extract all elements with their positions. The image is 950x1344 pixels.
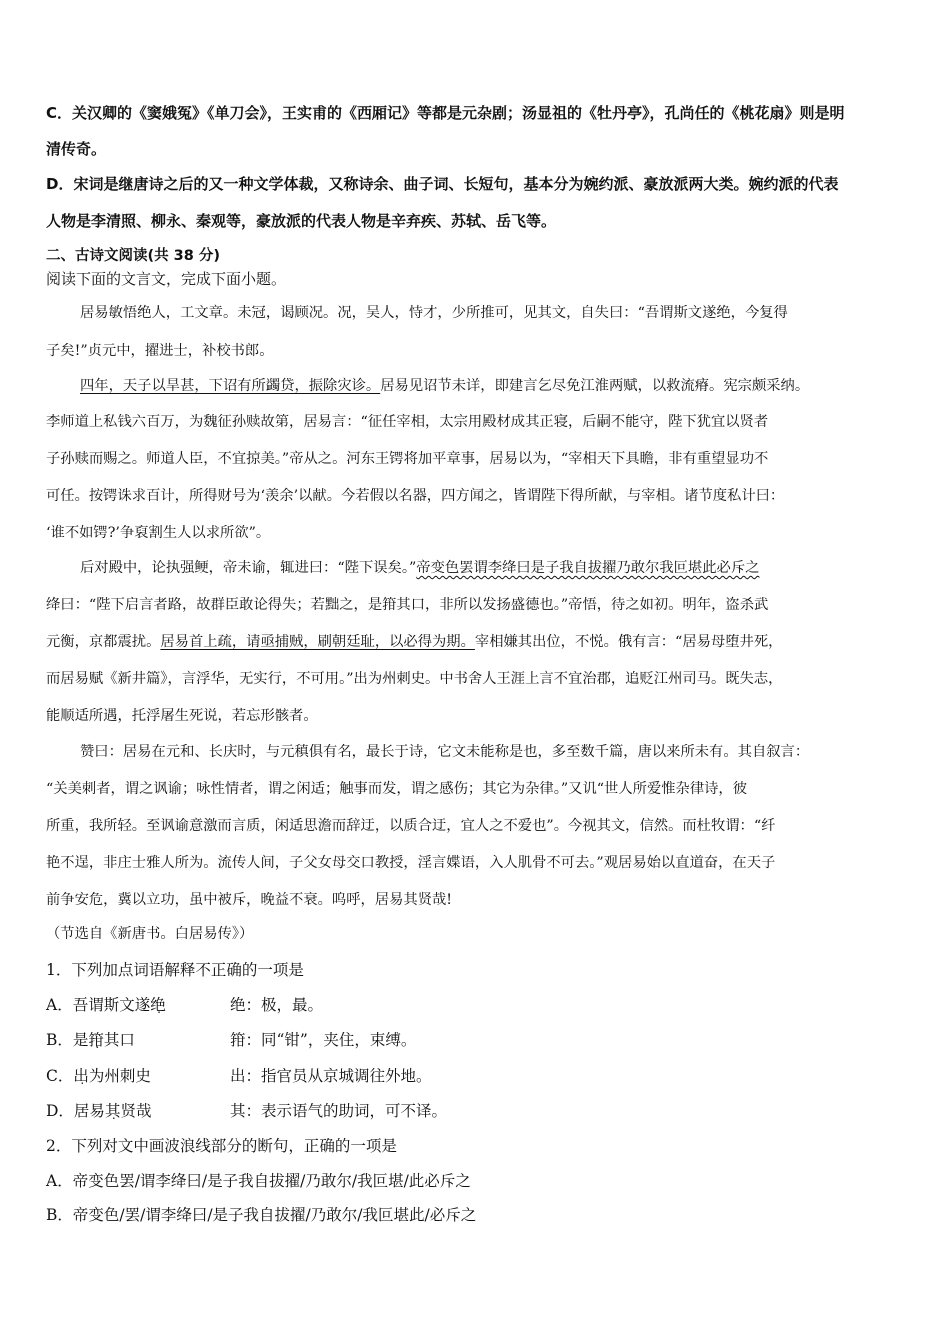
option-c-text: C． bbox=[46, 1067, 74, 1085]
question-1-stem: 1．下列加点词语解释不正确的一项是 bbox=[46, 961, 304, 979]
passage-p4-line2: “关美刺者，谓之讽谕；咏性情者，谓之闲适；触事而发，谓之感伤；其它为杂律。”又讥“世人所爱惟杂律诗，彼 bbox=[46, 781, 748, 797]
section-intro: 阅读下面的文言文，完成下面小题。 bbox=[46, 270, 287, 288]
option-d-dotted-word: 其 . bbox=[105, 1102, 121, 1120]
question-1-option-d bbox=[46, 1099, 448, 1121]
option-c-explanation: 出：指官员从京城调往外地。 bbox=[230, 1067, 432, 1085]
passage-p1-line1: 居易敏悟绝人，工文章。未冠，谒顾况。况，吴人，恃才，少所推可，见其文，自失曰：“吾谓斯文遂绝，今复得 bbox=[80, 305, 788, 321]
option-d-line1: D．宋词是继唐诗之后的又一种文学体裁，又称诗余、曲子词、长短句，基本分为婉约派、豪放派两大类。婉约派的代表 bbox=[46, 175, 839, 193]
option-d-explanation: 其：表示语气的助词，可不译。 bbox=[230, 1102, 448, 1120]
passage-source: （节选自《新唐书。白居易传》） bbox=[46, 926, 254, 942]
passage-p2-line3: 子孙赎而赐之。师道人臣，不宜掠美。”帝从之。河东王锷将加平章事，居易以为，“宰相天下具瞻，非有重望显功不 bbox=[46, 451, 769, 467]
option-d-line2: 人物是李清照、柳永、秦观等，豪放派的代表人物是辛弃疾、苏轼、岳飞等。 bbox=[46, 212, 557, 230]
option-c-line1: C．关汉卿的《窦娥冤》《单刀会》，王实甫的《西厢记》等都是元杂剧；汤显祖的《牡丹亭》，孔尚任的《桃花扇》则是明 bbox=[46, 104, 845, 122]
question-2-stem: 2．下列对文中画波浪线部分的断句，正确的一项是 bbox=[46, 1137, 397, 1155]
passage-p4-line3: 所重，我所轻。至讽谕意激而言质，闲适思澹而辞迂，以质合迂，宜人之不爱也”。今视其文，信然。而杜牧谓：“纤 bbox=[46, 818, 776, 834]
question-1-option-a bbox=[46, 993, 324, 1015]
passage-p2-line2: 李师道上私钱六百万，为魏征孙赎故第，居易言：“征任宰相，太宗用殿材成其正寝，后嗣不能守，陛下犹宜以贤者 bbox=[46, 414, 769, 430]
passage-p3-line4: 而居易赋《新井篇》，言浮华，无实行，不可用。”出为州刺史。中书舍人王涯上言不宜治郡，追贬江州司马。既失志， bbox=[46, 671, 783, 687]
passage-p2-line5: ‘谁不如锷?’争裒割生人以求所欲”。 bbox=[46, 525, 271, 541]
option-a-text: A．吾谓斯文遂 bbox=[46, 996, 151, 1014]
question-2-option-b: B．帝变色/罢/谓李绛曰/是子我自拔擢/乃敢尔/我叵堪此/必斥之 bbox=[46, 1206, 477, 1224]
option-b-text: B．是 bbox=[46, 1031, 89, 1049]
option-d-text: D．居易 bbox=[46, 1102, 105, 1120]
passage-p3-line1 bbox=[80, 557, 759, 577]
option-c-dotted-word: 出 . bbox=[73, 1067, 89, 1085]
underlined-sentence-1: 四年，天子以旱甚，下诏有所蠲贷，振除灾诊。 bbox=[80, 378, 381, 394]
passage-p3-line3-a: 元衡，京都震扰。 bbox=[46, 634, 161, 650]
option-c-line2: 清传奇。 bbox=[46, 140, 107, 158]
passage-p3-line3 bbox=[46, 631, 782, 651]
question-1-option-b bbox=[46, 1028, 417, 1050]
underlined-sentence-2: 居易首上疏，请亟捕贼，刷朝廷耻，以必得为期。 bbox=[160, 634, 475, 650]
passage-p3-line3-b: 宰相嫌其出位，不悦。俄有言：“居易母堕井死， bbox=[474, 634, 783, 650]
passage-p4-line4: 艳不逞，非庄士雅人所为。流传人间，子父女母交口教授，淫言媟语，入人肌骨不可去。”观居易始以直道奋，在天子 bbox=[46, 855, 776, 871]
passage-p4-line1: 赞曰：居易在元和、长庆时，与元稹俱有名，最长于诗，它文未能称是也，多至数千篇，唐以来所未有。其自叙言： bbox=[80, 744, 810, 760]
option-c-text-rest: 为州刺史 bbox=[88, 1067, 151, 1085]
option-b-dotted-word: 箝 . bbox=[88, 1031, 104, 1049]
wavy-underlined-sentence: 帝变色罢谓李绛曰是子我自拔擢乃敢尔我叵堪此必斥之 bbox=[416, 560, 760, 576]
passage-p2-line4: 可任。按锷诛求百计，所得财号为‘羡余’以献。今若假以名器，四方闻之，皆谓陛下得所献，与宰相。诸节度私计曰： bbox=[46, 488, 785, 504]
passage-p3-line2: 绛曰：“陛下启言者路，故群臣敢论得失；若黜之，是箝其口，非所以发扬盛德也。”帝悟，待之如初。明年，盗杀武 bbox=[46, 597, 769, 613]
option-d-text-rest: 贤哉 bbox=[120, 1102, 152, 1120]
passage-p3-line5: 能顺适所遇，托浮屠生死说，若忘形骸者。 bbox=[46, 708, 318, 724]
passage-p4-line5: 前争安危，冀以立功，虽中被斥，晚益不衰。呜呼，居易其贤哉! bbox=[46, 892, 453, 908]
passage-p2-line1 bbox=[80, 375, 809, 395]
option-b-explanation: 箝：同“钳”，夹住，束缚。 bbox=[230, 1031, 417, 1049]
option-b-text-rest: 其口 bbox=[103, 1031, 135, 1049]
passage-p1-line2: 子矣!”贞元中，擢进士，补校书郎。 bbox=[46, 343, 274, 359]
section-heading: 二、古诗文阅读(共 38 分) bbox=[46, 248, 221, 264]
question-1-option-c bbox=[46, 1064, 432, 1086]
option-a-dotted-word: 绝 . bbox=[150, 996, 166, 1014]
passage-p3-line1-a: 后对殿中，论执强鲠，帝未谕，辄进曰：“陛下误矣。” bbox=[80, 560, 417, 576]
question-2-option-a: A．帝变色罢/谓李绛曰/是子我自拔擢/乃敢尔/我叵堪/此必斥之 bbox=[46, 1172, 471, 1190]
option-a-explanation: 绝：极，最。 bbox=[230, 996, 324, 1014]
passage-p2-line1-rest: 居易见诏节未详，即建言乞尽免江淮两赋，以救流瘠。宪宗颇采纳。 bbox=[380, 378, 810, 394]
